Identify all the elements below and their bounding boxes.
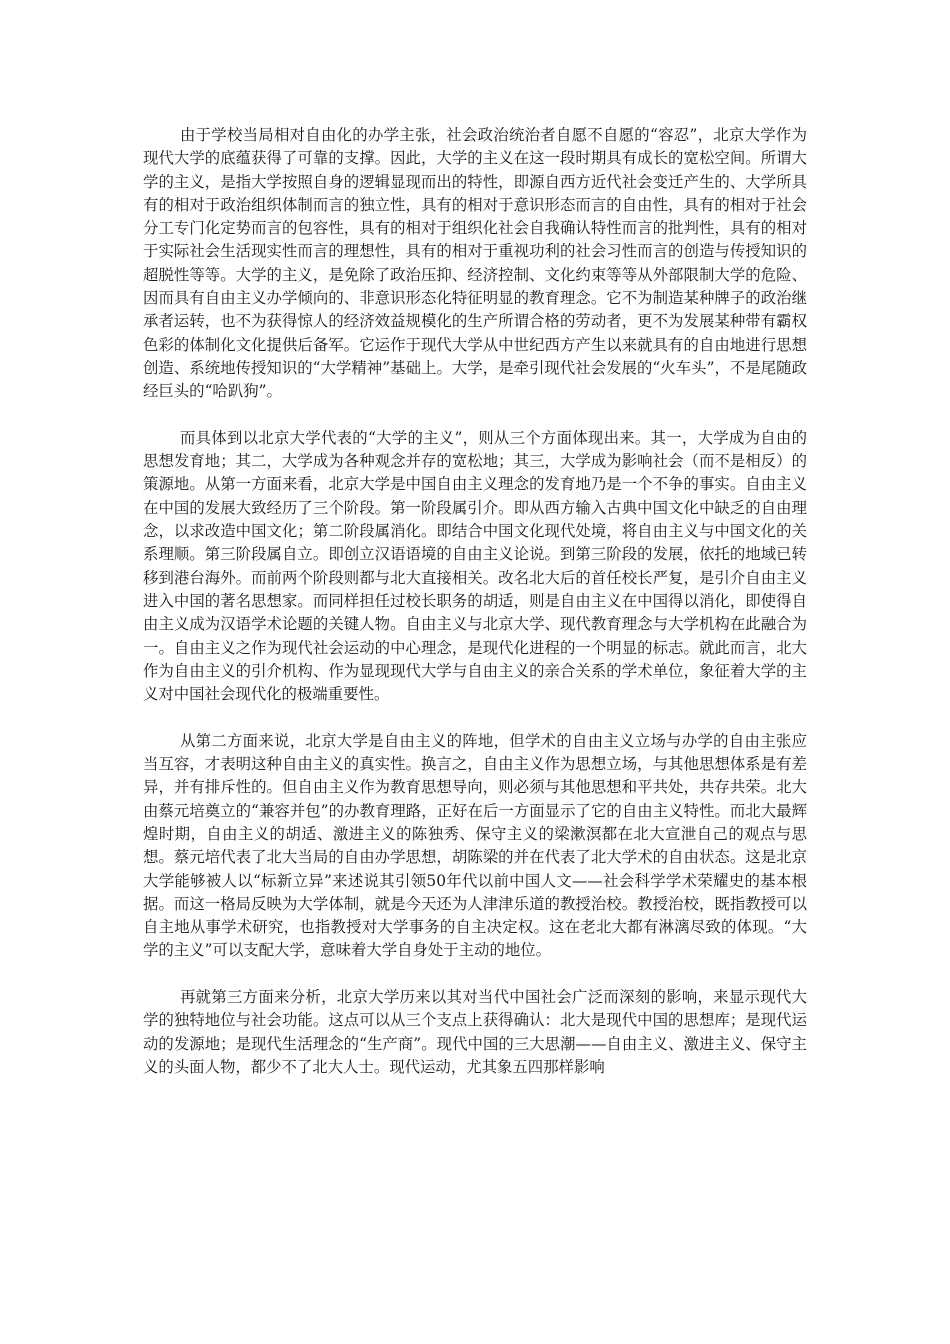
paragraph-4: 再就第三方面来分析，北京大学历来以其对当代中国社会广泛而深刻的影响，来显示现代大学的独特地位与社会功能。这点可以从三个支点上获得确认：北大是现代中国的思想库；是现代运动的发源地；是现代生活理念的“生产商”。现代中国的三大思潮——自由主义、激进主义、保守主义的头面人物，都少不了北大人士。现代运动，尤其象五四那样影响 [143, 987, 807, 1076]
paragraph-3: 从第二方面来说，北京大学是自由主义的阵地，但学术的自由主义立场与办学的自由主张应当互容，才表明这种自由主义的真实性。换言之，自由主义作为思想立场，与其他思想体系是有差异，并有排斥性的。但自由主义作为教育思想导向，则必须与其他思想和平共处，共存共荣。北大由蔡元培奠立的“兼容并包”的办教育理路，正好在后一方面显示了它的自由主义特性。而北大最辉煌时期，自由主义的胡适、激进主义的陈独秀、保守主义的梁漱溟都在北大宣泄自己的观点与思想。蔡元培代表了北大当局的自由办学思想，胡陈梁的并在代表了北大学术的自由状态。这是北京大学能够被人以“标新立异”来述说其引领50年代以前中国人文——社会科学学术荣耀史的基本根据。而这一格局反映为大学体制，就是今天还为人津津乐道的教授治校。教授治校，既指教授可以自主地从事学术研究，也指教授对大学事务的自主决定权。这在老北大都有淋漓尽致的体现。“大学的主义”可以支配大学，意味着大学自身处于主动的地位。 [143, 731, 807, 960]
document-body [143, 124, 807, 1079]
paragraph-2: 而具体到以北京大学代表的“大学的主义”，则从三个方面体现出来。其一，大学成为自由的思想发育地；其二，大学成为各种观念并存的宽松地；其三，大学成为影响社会（而不是相反）的策源地。从第一方面来看，北京大学是中国自由主义理念的发育地乃是一个不争的事实。自由主义在中国的发展大致经历了三个阶段。第一阶段属引介。即从西方输入古典中国文化中缺乏的自由理念，以求改造中国文化；第二阶段属消化。即结合中国文化现代处境，将自由主义与中国文化的关系理顺。第三阶段属自立。即创立汉语语境的自由主义论说。到第三阶段的发展，依托的地域已转移到港台海外。而前两个阶段则都与北大直接相关。改名北大后的首任校长严复，是引介自由主义进入中国的著名思想家。而同样担任过校长职务的胡适，则是自由主义在中国得以消化，即使得自由主义成为汉语学术论题的关键人物。自由主义与北京大学、现代教育理念与大学机构在此融合为一。自由主义之作为现代社会运动的中心理念，是现代化进程的一个明显的标志。就此而言，北大作为自由主义的引介机构、作为显现现代大学与自由主义的亲合关系的学术单位，象征着大学的主义对中国社会现代化的极端重要性。 [143, 428, 807, 704]
paragraph-1: 由于学校当局相对自由化的办学主张，社会政治统治者自愿不自愿的“容忍”，北京大学作为现代大学的底蕴获得了可靠的支撑。因此，大学的主义在这一段时期具有成长的宽松空间。所谓大学的主义，是指大学按照自身的逻辑显现而出的特性，即源自西方近代社会变迁产生的、大学所具有的相对于政治组织体制而言的独立性，具有的相对于意识形态而言的自由性，具有的相对于社会分工专门化定势而言的包容性，具有的相对于组织化社会自我确认特性而言的批判性，具有的相对于实际社会生活现实性而言的理想性，具有的相对于重视功利的社会习性而言的创造与传授知识的超脱性等等。大学的主义，是免除了政治压抑、经济控制、文化约束等等从外部限制大学的危险、因而具有自由主义办学倾向的、非意识形态化特征明显的教育理念。它不为制造某种牌子的政治继承者运转，也不为获得惊人的经济效益规模化的生产所谓合格的劳动者，更不为发展某种带有霸权色彩的体制化文化提供后备军。它运作于现代大学从中世纪西方产生以来就具有的自由地进行思想创造、系统地传授知识的“大学精神”基础上。大学，是牵引现代社会发展的“火车头”，不是尾随政经巨头的“哈趴狗”。 [143, 126, 807, 401]
